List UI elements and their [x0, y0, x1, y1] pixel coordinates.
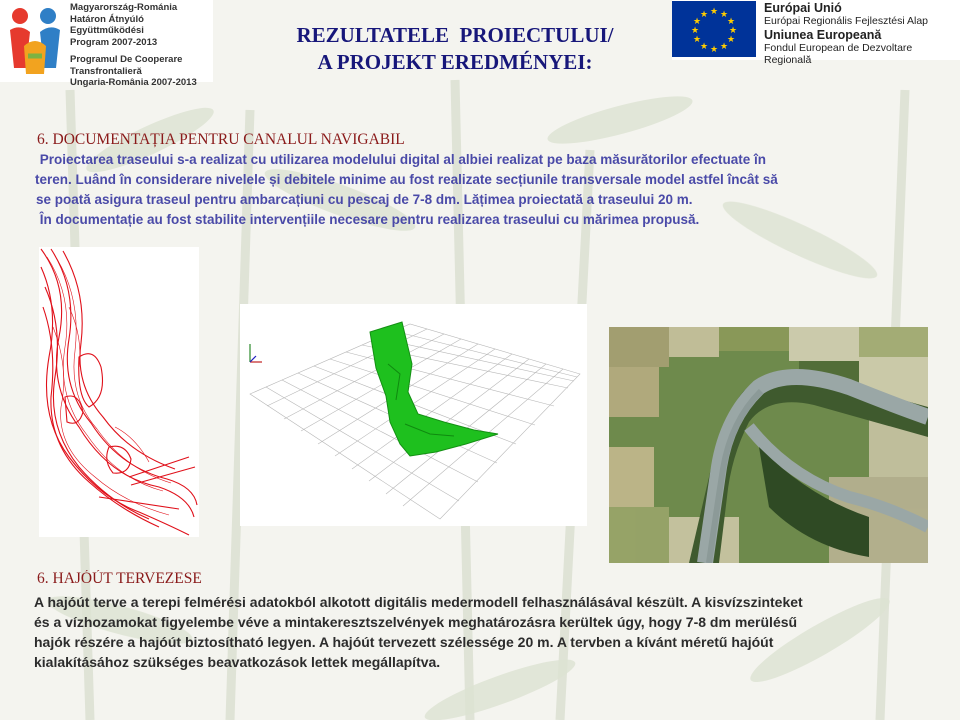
- title-line-2: A PROJEKT EREDMÉNYEI:: [317, 50, 593, 74]
- eu-line-1: Európai Unió: [764, 1, 842, 15]
- eu-line-4: Fondul European de Dezvoltare Regională: [764, 42, 913, 66]
- svg-text:★: ★: [709, 45, 719, 55]
- satellite-river-photo-image: [609, 327, 928, 563]
- logo-line-6: Ungaria-România 2007-2013: [70, 77, 197, 88]
- program-logo: [0, 0, 213, 88]
- program-logo-figures-icon: [4, 6, 66, 76]
- eu-line-2: Európai Regionális Fejlesztési Alap: [764, 15, 929, 27]
- svg-text:★: ★: [692, 17, 702, 27]
- eu-flag-icon: [672, 1, 756, 57]
- svg-text:★: ★: [692, 35, 702, 45]
- svg-text:★: ★: [726, 35, 736, 45]
- svg-text:★: ★: [719, 42, 729, 52]
- logo-line-1: Magyarország-Románia: [70, 2, 178, 13]
- svg-text:★: ★: [728, 26, 738, 36]
- section-ro-heading: 6. DOCUMENTAȚIA PENTRU CANALUL NAVIGABIL: [37, 131, 405, 148]
- hu-line-3: hajók részére a hajóút biztosítható legyen. A hajóút tervezett szélessége 20 m. A tervben a kívánt méretű hajóút: [34, 634, 774, 650]
- svg-text:★: ★: [719, 10, 729, 20]
- logo-line-4: Programul De Cooperare: [70, 54, 183, 65]
- section-ro-paragraph: [36, 150, 926, 230]
- eu-logo: [672, 0, 960, 66]
- svg-text:★: ★: [699, 10, 709, 20]
- section-hu-paragraph: [34, 592, 934, 672]
- svg-text:★: ★: [699, 42, 709, 52]
- ro-line-1: Proiectarea traseului s-a realizat cu utilizarea modelului digital al albiei realizat pe baza măsurătorilor efectuate în: [36, 152, 766, 167]
- logo-line-5: Transfrontalieră: [70, 65, 142, 77]
- ro-line-2: teren. Luând în considerare nivelele și debitele minime au fost realizate secțiunile transversale model astfel încât să: [35, 172, 778, 187]
- ro-line-4: În documentație au fost stabilite intervențiile necesare pentru realizarea traseului cu mărimea propusă.: [36, 212, 700, 227]
- ro-line-3: se poată asigura traseul pentru ambarcațiuni cu pescaj de 7-8 dm. Lățimea proiectată a traseului 20 m.: [36, 192, 693, 207]
- page-title: [240, 22, 670, 76]
- 3d-channel-model-image: [240, 304, 587, 526]
- logo-line-3: Program 2007-2013: [70, 36, 158, 48]
- title-line-1: REZULTATELE PROIECTULUI/: [296, 23, 614, 47]
- svg-text:★: ★: [690, 26, 700, 36]
- svg-text:★: ★: [709, 7, 719, 17]
- svg-text:★: ★: [726, 17, 736, 27]
- river-contour-map-image: [39, 247, 199, 537]
- hu-line-2: és a vízhozamokat figyelembe véve a mintakeresztszelvények meghatározásra kerültek úgy, hogy 7-8 dm merülésű: [34, 614, 798, 630]
- section-hu-heading: 6. HAJÓÚT TERVEZESE: [37, 570, 202, 587]
- hu-line-1: A hajóút terve a terepi felmérési adatokból alkotott digitális medermodell felhasználásával készült. A kisvízszinteket: [34, 594, 803, 610]
- logo-line-2: Határon Átnyúló Együttműködési: [70, 13, 144, 36]
- hu-line-4: kialakításához szükséges beavatkozások lettek megállapítva.: [34, 654, 441, 670]
- eu-line-3: Uniunea Europeană: [764, 28, 882, 42]
